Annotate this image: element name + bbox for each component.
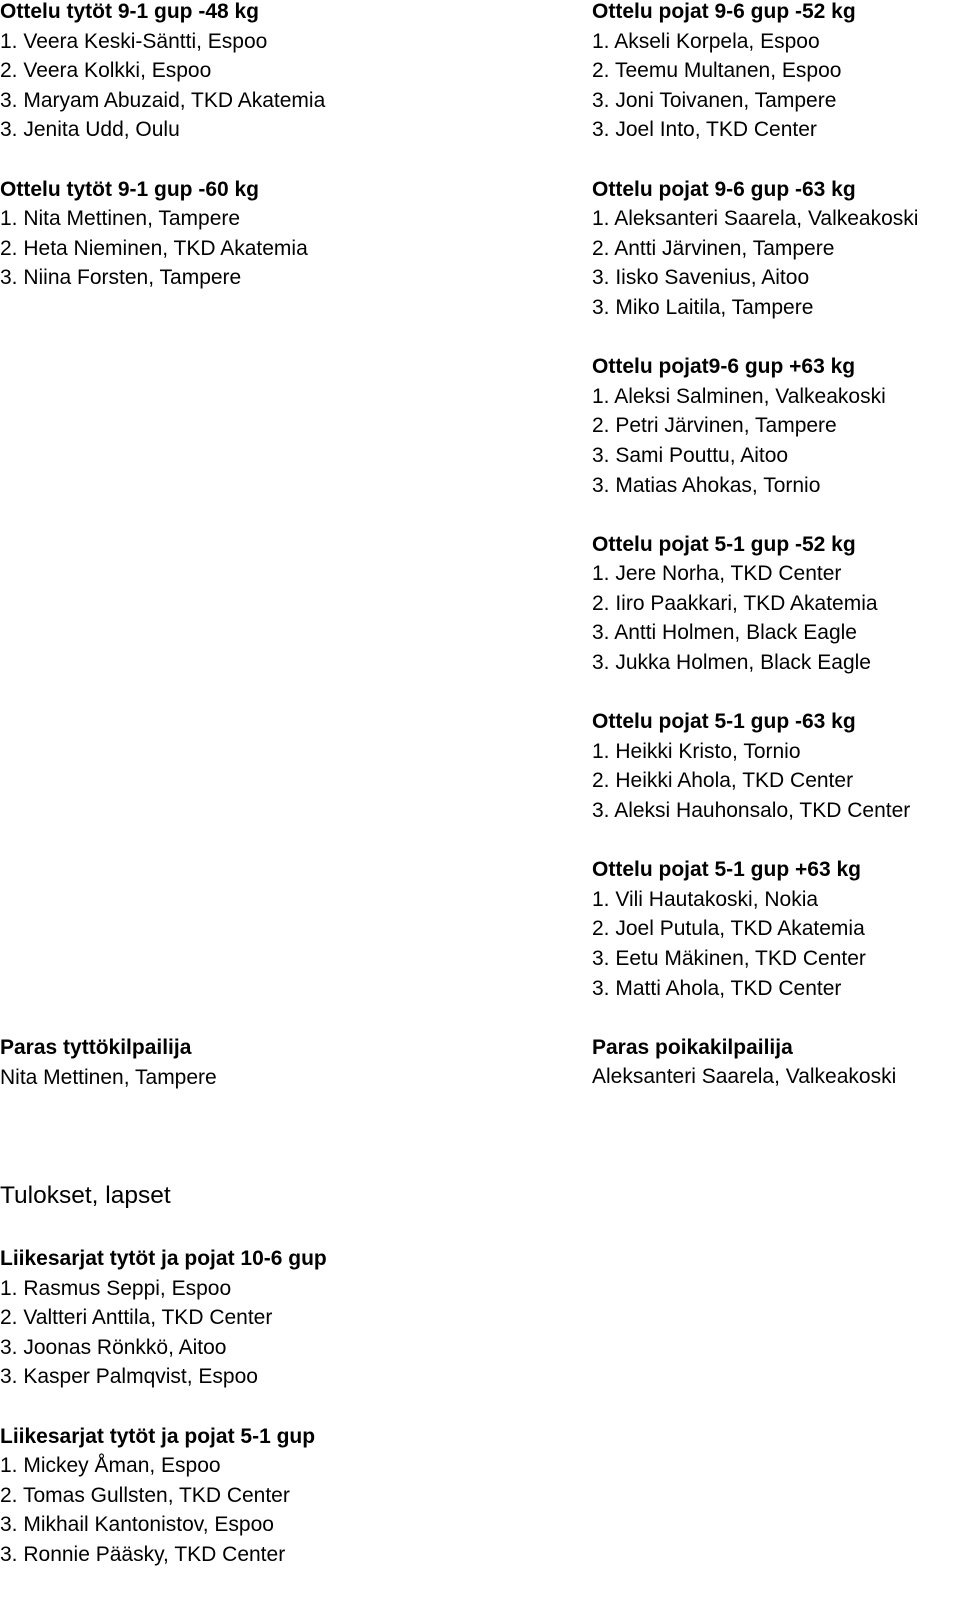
result-line: 2. Iiro Paakkari, TKD Akatemia — [592, 591, 878, 615]
category-block — [592, 352, 960, 500]
category-title: Ottelu pojat 5-1 gup +63 kg — [592, 858, 861, 882]
result-line: 3. Niina Forsten, Tampere — [0, 266, 242, 290]
result-line: 2. Petri Järvinen, Tampere — [592, 414, 837, 438]
best-girl-block — [0, 1033, 580, 1092]
section-heading: Tulokset, lapset — [0, 1182, 171, 1209]
best-girl-title: Paras tyttökilpailija — [0, 1035, 192, 1059]
result-line: 3. Matti Ahola, TKD Center — [592, 976, 842, 1000]
best-boy-name: Aleksanteri Saarela, Valkeakoski — [592, 1065, 897, 1089]
best-girl-name: Nita Mettinen, Tampere — [0, 1065, 217, 1089]
result-line: 3. Joonas Rönkkö, Aitoo — [0, 1335, 227, 1359]
category-block — [592, 855, 960, 1003]
result-line: 3. Sami Pouttu, Aitoo — [592, 443, 789, 467]
result-line: 1. Vili Hautakoski, Nokia — [592, 887, 819, 911]
result-line: 3. Miko Laitila, Tampere — [592, 295, 814, 319]
category-block — [0, 175, 580, 293]
category-block — [592, 175, 960, 323]
category-title: Ottelu pojat 5-1 gup -63 kg — [592, 710, 856, 734]
category-title: Ottelu pojat 9-6 gup -52 kg — [592, 0, 856, 23]
right-column — [592, 0, 960, 1122]
category-block — [0, 1244, 580, 1392]
result-line: 2. Heta Nieminen, TKD Akatemia — [0, 236, 308, 260]
result-line: 1. Rasmus Seppi, Espoo — [0, 1276, 232, 1300]
best-boy-block — [592, 1033, 960, 1092]
left-column-gap — [0, 323, 580, 1033]
result-line: 2. Tomas Gullsten, TKD Center — [0, 1483, 290, 1507]
result-line: 3. Matias Ahokas, Tornio — [592, 473, 821, 497]
category-title: Liikesarjat tytöt ja pojat 10-6 gup — [0, 1247, 327, 1270]
category-title: Ottelu pojat 5-1 gup -52 kg — [592, 532, 856, 556]
left-column — [0, 0, 580, 1122]
result-line: 1. Mickey Åman, Espoo — [0, 1454, 221, 1478]
children-results — [0, 1244, 580, 1599]
result-line: 3. Aleksi Hauhonsalo, TKD Center — [592, 799, 911, 823]
result-line: 3. Maryam Abuzaid, TKD Akatemia — [0, 88, 326, 112]
result-line: 1. Veera Keski-Säntti, Espoo — [0, 29, 268, 53]
category-block — [0, 0, 580, 145]
result-line: 2. Joel Putula, TKD Akatemia — [592, 917, 865, 941]
result-line: 3. Kasper Palmqvist, Espoo — [0, 1365, 258, 1389]
result-line: 1. Nita Mettinen, Tampere — [0, 207, 241, 231]
category-title: Ottelu pojat 9-6 gup -63 kg — [592, 177, 856, 201]
result-line: 3. Jukka Holmen, Black Eagle — [592, 651, 871, 675]
category-block — [0, 1422, 580, 1570]
category-block — [592, 707, 960, 825]
result-line: 3. Joni Toivanen, Tampere — [592, 88, 837, 112]
result-line: 1. Aleksi Salminen, Valkeakoski — [592, 384, 886, 408]
result-line: 3. Jenita Udd, Oulu — [0, 118, 180, 142]
result-line: 1. Aleksanteri Saarela, Valkeakoski — [592, 207, 919, 231]
result-line: 1. Heikki Kristo, Tornio — [592, 739, 801, 763]
category-title: Ottelu tytöt 9-1 gup -60 kg — [0, 177, 260, 201]
result-line: 3. Joel Into, TKD Center — [592, 118, 817, 142]
result-line: 1. Jere Norha, TKD Center — [592, 562, 842, 586]
result-line: 2. Teemu Multanen, Espoo — [592, 59, 842, 83]
result-line: 3. Eetu Mäkinen, TKD Center — [592, 947, 866, 970]
category-block — [592, 530, 960, 678]
result-line: 2. Antti Järvinen, Tampere — [592, 236, 835, 260]
result-line: 1. Akseli Korpela, Espoo — [592, 29, 820, 53]
result-line: 3. Mikhail Kantonistov, Espoo — [0, 1513, 274, 1537]
best-boy-title: Paras poikakilpailija — [592, 1035, 793, 1059]
category-title: Liikesarjat tytöt ja pojat 5-1 gup — [0, 1424, 316, 1448]
category-title: Ottelu pojat9-6 gup +63 kg — [592, 355, 856, 379]
result-line: 3. Iisko Savenius, Aitoo — [592, 266, 810, 290]
result-line: 3. Ronnie Pääsky, TKD Center — [0, 1542, 286, 1566]
category-block — [592, 0, 960, 145]
result-line: 2. Veera Kolkki, Espoo — [0, 59, 212, 83]
category-title: Ottelu tytöt 9-1 gup -48 kg — [0, 0, 260, 23]
result-line: 2. Valtteri Anttila, TKD Center — [0, 1306, 273, 1330]
result-line: 2. Heikki Ahola, TKD Center — [592, 769, 854, 793]
result-line: 3. Antti Holmen, Black Eagle — [592, 621, 857, 645]
